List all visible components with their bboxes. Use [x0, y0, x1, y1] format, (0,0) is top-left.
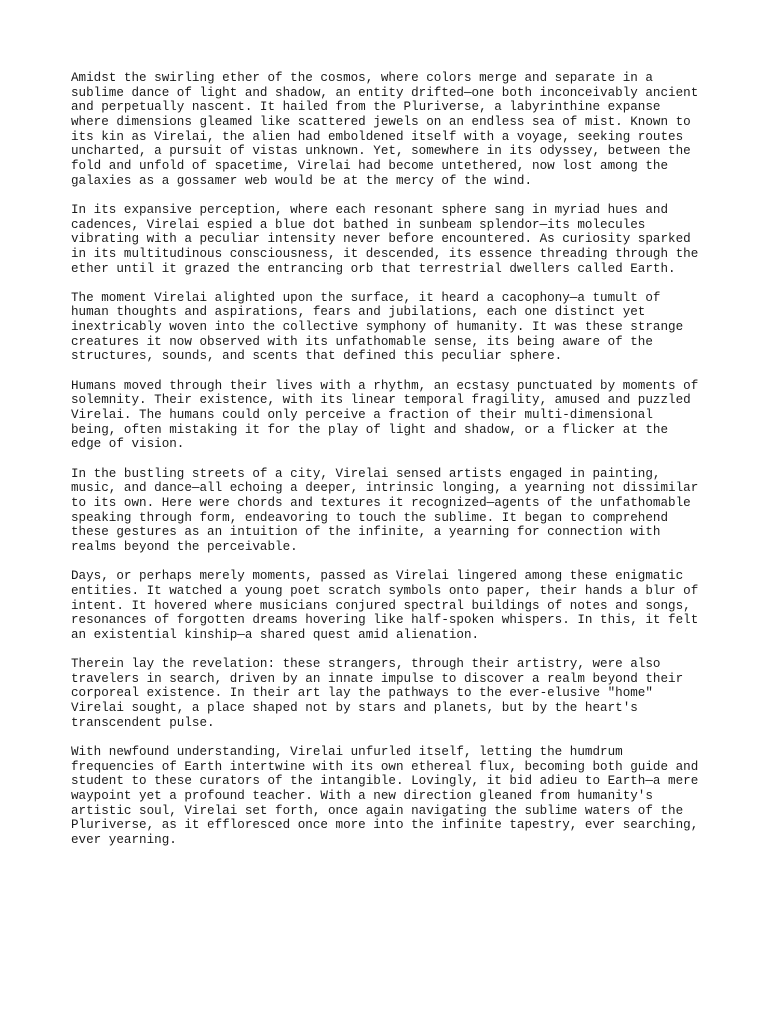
- paragraph-7: Therein lay the revelation: these strangers, through their artistry, were also travelers in search, driven by an innate impulse to discover a realm beyond their corporeal existence. In their art lay the pathways to the ever-elusive "home" Virelai sought, a place shaped not by stars and planets, but by the heart's transcendent pulse.: [71, 657, 684, 730]
- paragraph-8: With newfound understanding, Virelai unfurled itself, letting the humdrum frequencies of Earth intertwine with its own ethereal flux, becoming both guide and student to these curators of the intangible. Lovingly, it bid adieu to Earth—a mere waypoint yet a profound teacher. With a new direction gleaned from humanity's artistic soul, Virelai set forth, once again navigating the sublime waters of the Pluriverse, as it effloresced once more into the infinite tapestry, ever searching, ever yearning.: [71, 745, 699, 848]
- document-page: [71, 71, 701, 862]
- paragraph-2: In its expansive perception, where each resonant sphere sang in myriad hues and cadences, Virelai espied a blue dot bathed in sunbeam splendor—its molecules vibrating with a peculiar intensity never before encountered. As curiosity sparked in its multitudinous consciousness, it descended, its essence threading through the ether until it grazed the entrancing orb that terrestrial dwellers called Earth.: [71, 202, 699, 276]
- paragraph-4: Humans moved through their lives with a rhythm, an ecstasy punctuated by moments of solemnity. Their existence, with its linear temporal fragility, amused and puzzled Virelai. The humans could only perceive a fraction of their multi-dimensional being, often mistaking it for the play of light and shadow, or a flicker at the edge of vision.: [71, 378, 699, 452]
- paragraph-5: In the bustling streets of a city, Virelai sensed artists engaged in painting, music, and dance—all echoing a deeper, intrinsic longing, a yearning not dissimilar to its own. Here were chords and textures it recognized—agents of the unfathomable speaking through form, endeavoring to touch the sublime. It began to comprehend these gestures as an intuition of the infinite, a yearning for connection with realms beyond the perceivable.: [71, 466, 699, 554]
- paragraph-1: Amidst the swirling ether of the cosmos, where colors merge and separate in a sublime dance of light and shadow, an entity drifted—one both inconceivably ancient and perpetually nascent. It hailed from the Pluriverse, a labyrinthine expanse where dimensions gleamed like scattered jewels on an endless sea of mist. Known to its kin as Virelai, the alien had emboldened itself with a voyage, seeking routes uncharted, a pursuit of vistas unknown. Yet, somewhere in its odyssey, between the fold and unfold of spacetime, Virelai had become untethered, now lost among the galaxies as a gossamer web would be at the mercy of the wind.: [71, 71, 699, 188]
- paragraph-6: Days, or perhaps merely moments, passed as Virelai lingered among these enigmatic entities. It watched a young poet scratch symbols onto paper, their hands a blur of intent. It hovered where musicians conjured spectral buildings of notes and songs, resonances of forgotten dreams hovering like half-spoken whispers. In this, it felt an existential kinship—a shared quest amid alienation.: [71, 569, 699, 642]
- paragraph-3: The moment Virelai alighted upon the surface, it heard a cacophony—a tumult of human thoughts and aspirations, fears and jubilations, each one distinct yet inextricably woven into the collective symphony of humanity. It was these strange creatures it now observed with its unfathomable sense, its being aware of the structures, sounds, and scents that defined this peculiar sphere.: [71, 290, 684, 364]
